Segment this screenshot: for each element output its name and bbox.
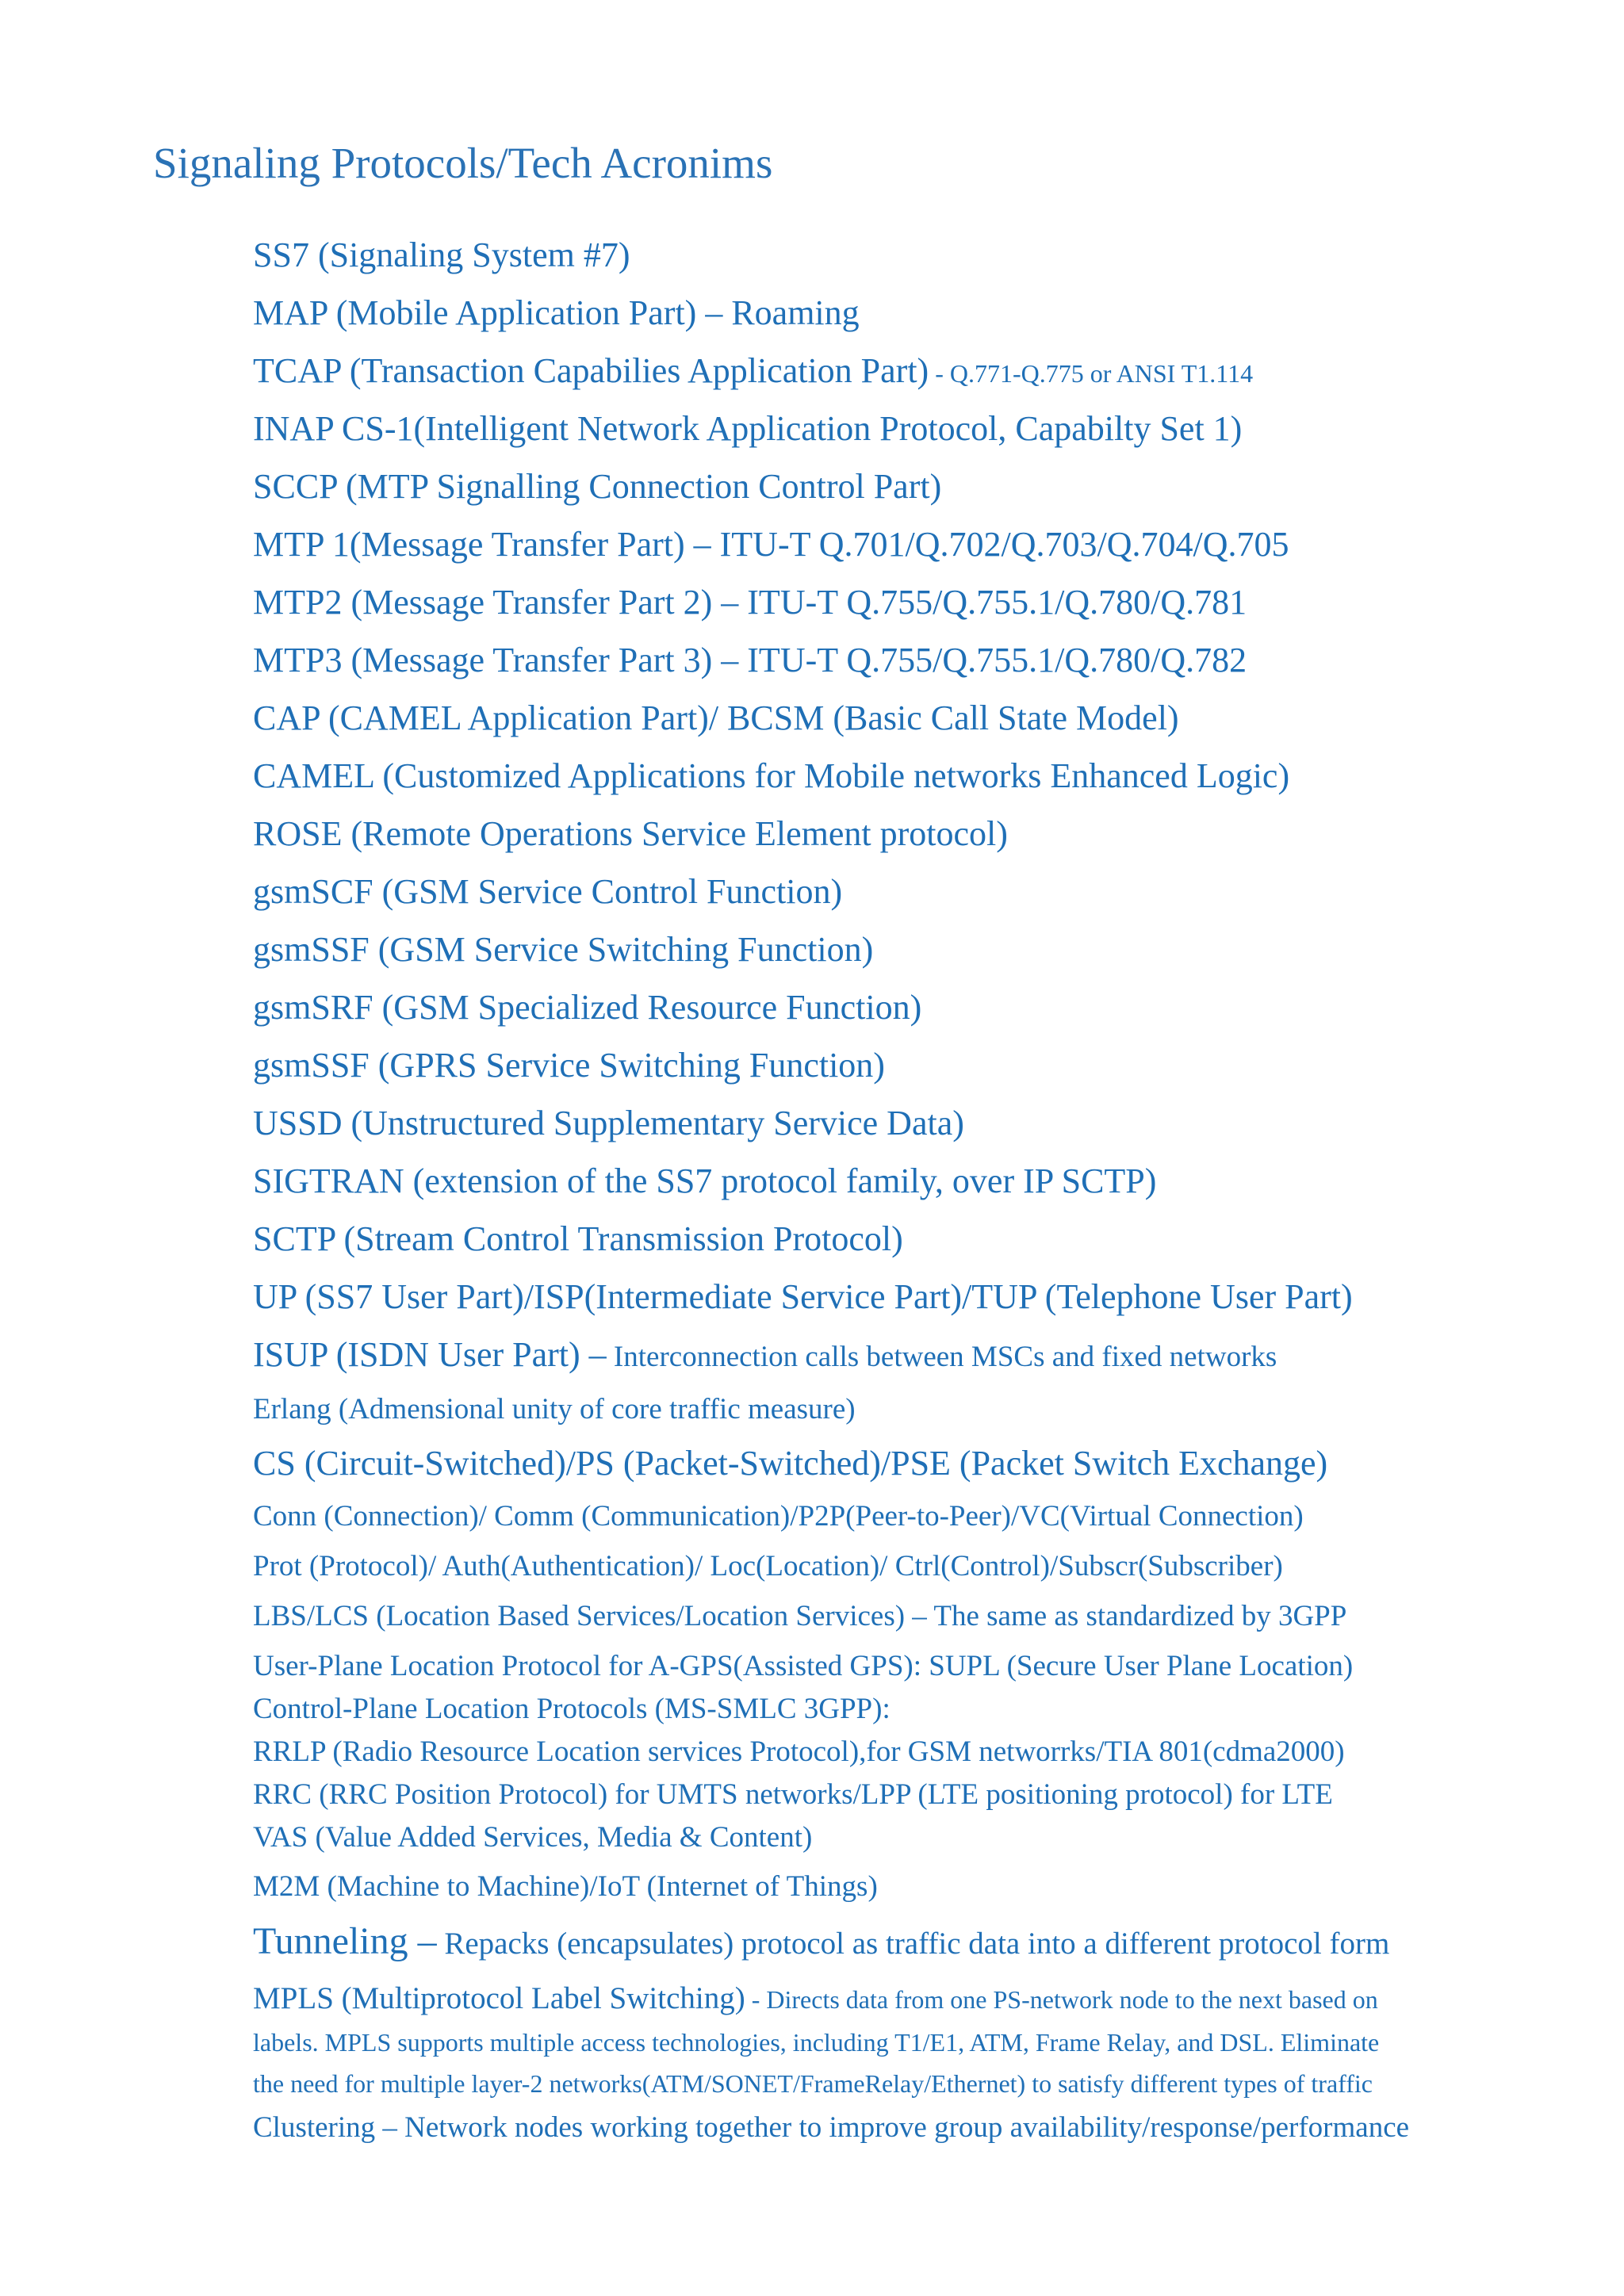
acronym-sccp: SCCP (MTP Signalling Connection Control Part) bbox=[253, 467, 942, 506]
acronym-vas: VAS (Value Added Services, Media & Content) bbox=[253, 1821, 813, 1854]
acronym-control-plane: Control-Plane Location Protocols (MS-SMLC 3GPP): bbox=[253, 1693, 891, 1725]
acronym-isup-note: Interconnection calls between MSCs and fixed networks bbox=[606, 1341, 1277, 1373]
acronym-isup bbox=[253, 1333, 1277, 1377]
acronym-user-plane: User-Plane Location Protocol for A-GPS(Assisted GPS): SUPL (Secure User Plane Location) bbox=[253, 1650, 1354, 1682]
acronym-erlang: Erlang (Admensional unity of core traffic measure) bbox=[253, 1393, 856, 1425]
acronym-mpls-note: - Directs data from one PS-network node to the next based on bbox=[745, 1985, 1378, 2014]
acronym-mpls bbox=[253, 1979, 1378, 2019]
acronym-rrlp: RRLP (Radio Resource Location services Protocol),for GSM networrks/TIA 801(cdma2000) bbox=[253, 1735, 1345, 1768]
acronym-cap: CAP (CAMEL Application Part)/ BCSM (Basic Call State Model) bbox=[253, 698, 1179, 737]
acronym-cs-ps-pse: CS (Circuit-Switched)/PS (Packet-Switched)/PSE (Packet Switch Exchange) bbox=[253, 1444, 1328, 1483]
acronym-tunneling bbox=[253, 1922, 1389, 1964]
acronym-rose: ROSE (Remote Operations Service Element protocol) bbox=[253, 814, 1008, 853]
acronym-tcap-term: TCAP (Transaction Capabilies Application Part) bbox=[253, 351, 929, 390]
acronym-inap: INAP CS-1(Intelligent Network Application Protocol, Capabilty Set 1) bbox=[253, 409, 1243, 448]
acronym-tunneling-note: Repacks (encapsulates) protocol as traffic data into a different protocol form bbox=[436, 1927, 1390, 1961]
acronym-up: UP (SS7 User Part)/ISP(Intermediate Service Part)/TUP (Telephone User Part) bbox=[253, 1277, 1353, 1316]
acronym-prot-auth: Prot (Protocol)/ Auth(Authentication)/ Loc(Location)/ Ctrl(Control)/Subscr(Subscriber) bbox=[253, 1550, 1283, 1582]
acronym-gsmssf: gsmSSF (GSM Service Switching Function) bbox=[253, 930, 874, 969]
acronym-rrc: RRC (RRC Position Protocol) for UMTS networks/LPP (LTE positioning protocol) for LTE bbox=[253, 1778, 1333, 1811]
acronym-clustering: Clustering – Network nodes working together to improve group availability/response/performance bbox=[253, 2111, 1410, 2144]
mpls-description-line-2: labels. MPLS supports multiple access technologies, including T1/E1, ATM, Frame Relay, and DSL. Eliminate bbox=[253, 2028, 1380, 2057]
acronym-gprs-ssf: gsmSSF (GPRS Service Switching Function) bbox=[253, 1046, 885, 1085]
mpls-description-line-3: the need for multiple layer-2 networks(ATM/SONET/FrameRelay/Ethernet) to satisfy different types of traffic bbox=[253, 2069, 1373, 2098]
acronym-m2m: M2M (Machine to Machine)/IoT (Internet of Things) bbox=[253, 1870, 878, 1903]
acronym-mtp3: MTP3 (Message Transfer Part 3) – ITU-T Q.755/Q.755.1/Q.780/Q.782 bbox=[253, 641, 1247, 679]
acronym-tcap bbox=[253, 349, 1253, 393]
acronym-gsmscf: gsmSCF (GSM Service Control Function) bbox=[253, 872, 843, 911]
page-title: Signaling Protocols/Tech Acronims bbox=[153, 139, 773, 187]
acronym-tunneling-term: Tunneling – bbox=[253, 1920, 437, 1962]
acronym-ussd: USSD (Unstructured Supplementary Service Data) bbox=[253, 1104, 964, 1142]
acronym-sigtran: SIGTRAN (extension of the SS7 protocol family, over IP SCTP) bbox=[253, 1161, 1157, 1200]
acronym-camel: CAMEL (Customized Applications for Mobile networks Enhanced Logic) bbox=[253, 756, 1290, 795]
acronym-mtp2: MTP2 (Message Transfer Part 2) – ITU-T Q.755/Q.755.1/Q.780/Q.781 bbox=[253, 583, 1247, 622]
acronym-mtp1: MTP 1(Message Transfer Part) – ITU-T Q.701/Q.702/Q.703/Q.704/Q.705 bbox=[253, 525, 1289, 564]
acronym-gsmsrf: gsmSRF (GSM Specialized Resource Function) bbox=[253, 988, 922, 1027]
acronym-ss7: SS7 (Signaling System #7) bbox=[253, 235, 630, 274]
acronym-isup-term: ISUP (ISDN User Part) – bbox=[253, 1335, 607, 1374]
acronym-mpls-term: MPLS (Multiprotocol Label Switching) bbox=[253, 1981, 745, 2015]
acronym-map: MAP (Mobile Application Part) – Roaming bbox=[253, 293, 860, 332]
acronym-tcap-note: - Q.771-Q.775 or ANSI T1.114 bbox=[929, 359, 1254, 388]
acronym-lbs-lcs: LBS/LCS (Location Based Services/Location Services) – The same as standardized by 3GPP bbox=[253, 1600, 1347, 1632]
acronym-sctp: SCTP (Stream Control Transmission Protocol) bbox=[253, 1219, 903, 1258]
acronym-conn-comm: Conn (Connection)/ Comm (Communication)/P2P(Peer-to-Peer)/VC(Virtual Connection) bbox=[253, 1500, 1304, 1533]
